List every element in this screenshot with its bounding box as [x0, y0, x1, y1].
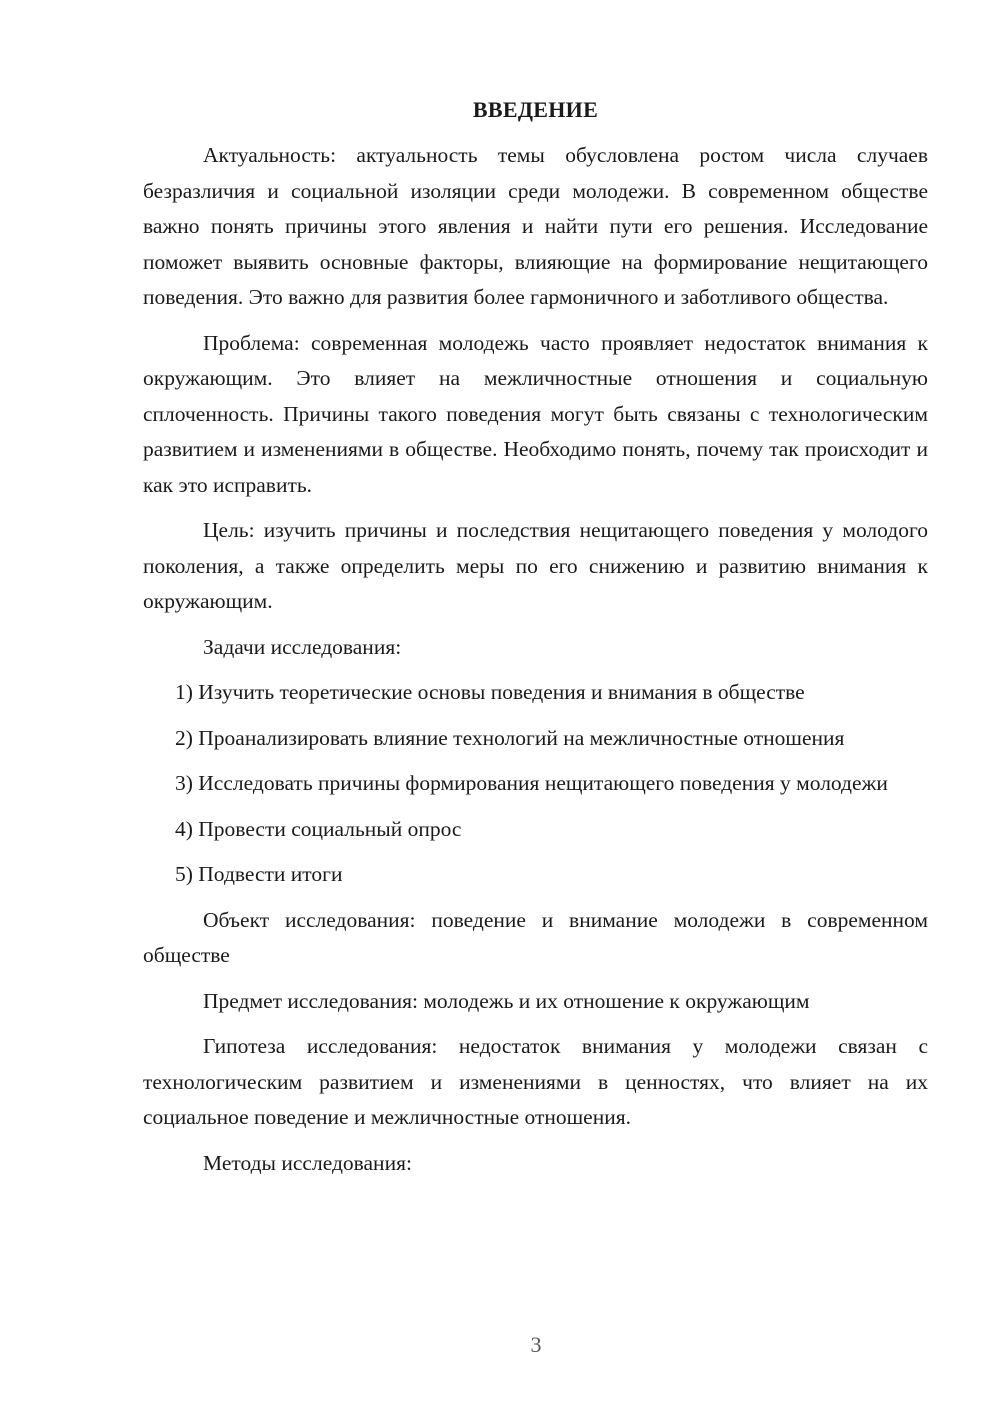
list-item-task-2: 2) Проанализировать влияние технологий на межличностные отношения [175, 725, 845, 750]
paragraph-problem: Проблема: современная молодежь часто проявляет недостаток внимания к окружающим. Это влияет на межличностные отношения и социальную сплоченность. Причины такого поведения могут быть связаны с технологическим развитием и изменениями в обществе. Необходимо понять, почему так происходит и как это исправить. [143, 330, 928, 497]
list-item-task-1: 1) Изучить теоретические основы поведения и внимания в обществе [175, 680, 805, 704]
list-item-task-4: 4) Провести социальный опрос [175, 816, 462, 841]
document-page [143, 92, 928, 1191]
paragraph-relevance: Актуальность: актуальность темы обусловлена ростом числа случаев безразличия и социальной изоляции среди молодежи. В современном обществе важно понять причины этого явления и найти пути его решения. Исследование поможет выявить основные факторы, влияющие на формирование нещитающего поведения. Это важно для развития более гармоничного и заботливого общества. [143, 143, 928, 309]
paragraph-methods-heading: Методы исследования: [203, 1150, 412, 1175]
paragraph-object: Объект исследования: поведение и внимание молодежи в современном обществе [143, 907, 928, 967]
list-item-task-3: 3) Исследовать причины формирования нещитающего поведения у молодежи [175, 771, 888, 795]
paragraph-hypothesis: Гипотеза исследования: недостаток внимания у молодежи связан с технологическим развитием и изменениями в ценностях, что влияет на их социальное поведение и межличностные отношения. [143, 1034, 928, 1129]
page-number: 3 [530, 1332, 542, 1357]
list-item-task-5: 5) Подвести итоги [175, 862, 343, 886]
section-title: ВВЕДЕНИЕ [472, 97, 599, 122]
paragraph-subject: Предмет исследования: молодежь и их отношение к окружающим [203, 988, 810, 1013]
paragraph-goal: Цель: изучить причины и последствия нещитающего поведения у молодого поколения, а также определить меры по его снижению и развитию внимания к окружающим. [143, 518, 928, 613]
paragraph-tasks-heading: Задачи исследования: [203, 634, 402, 659]
